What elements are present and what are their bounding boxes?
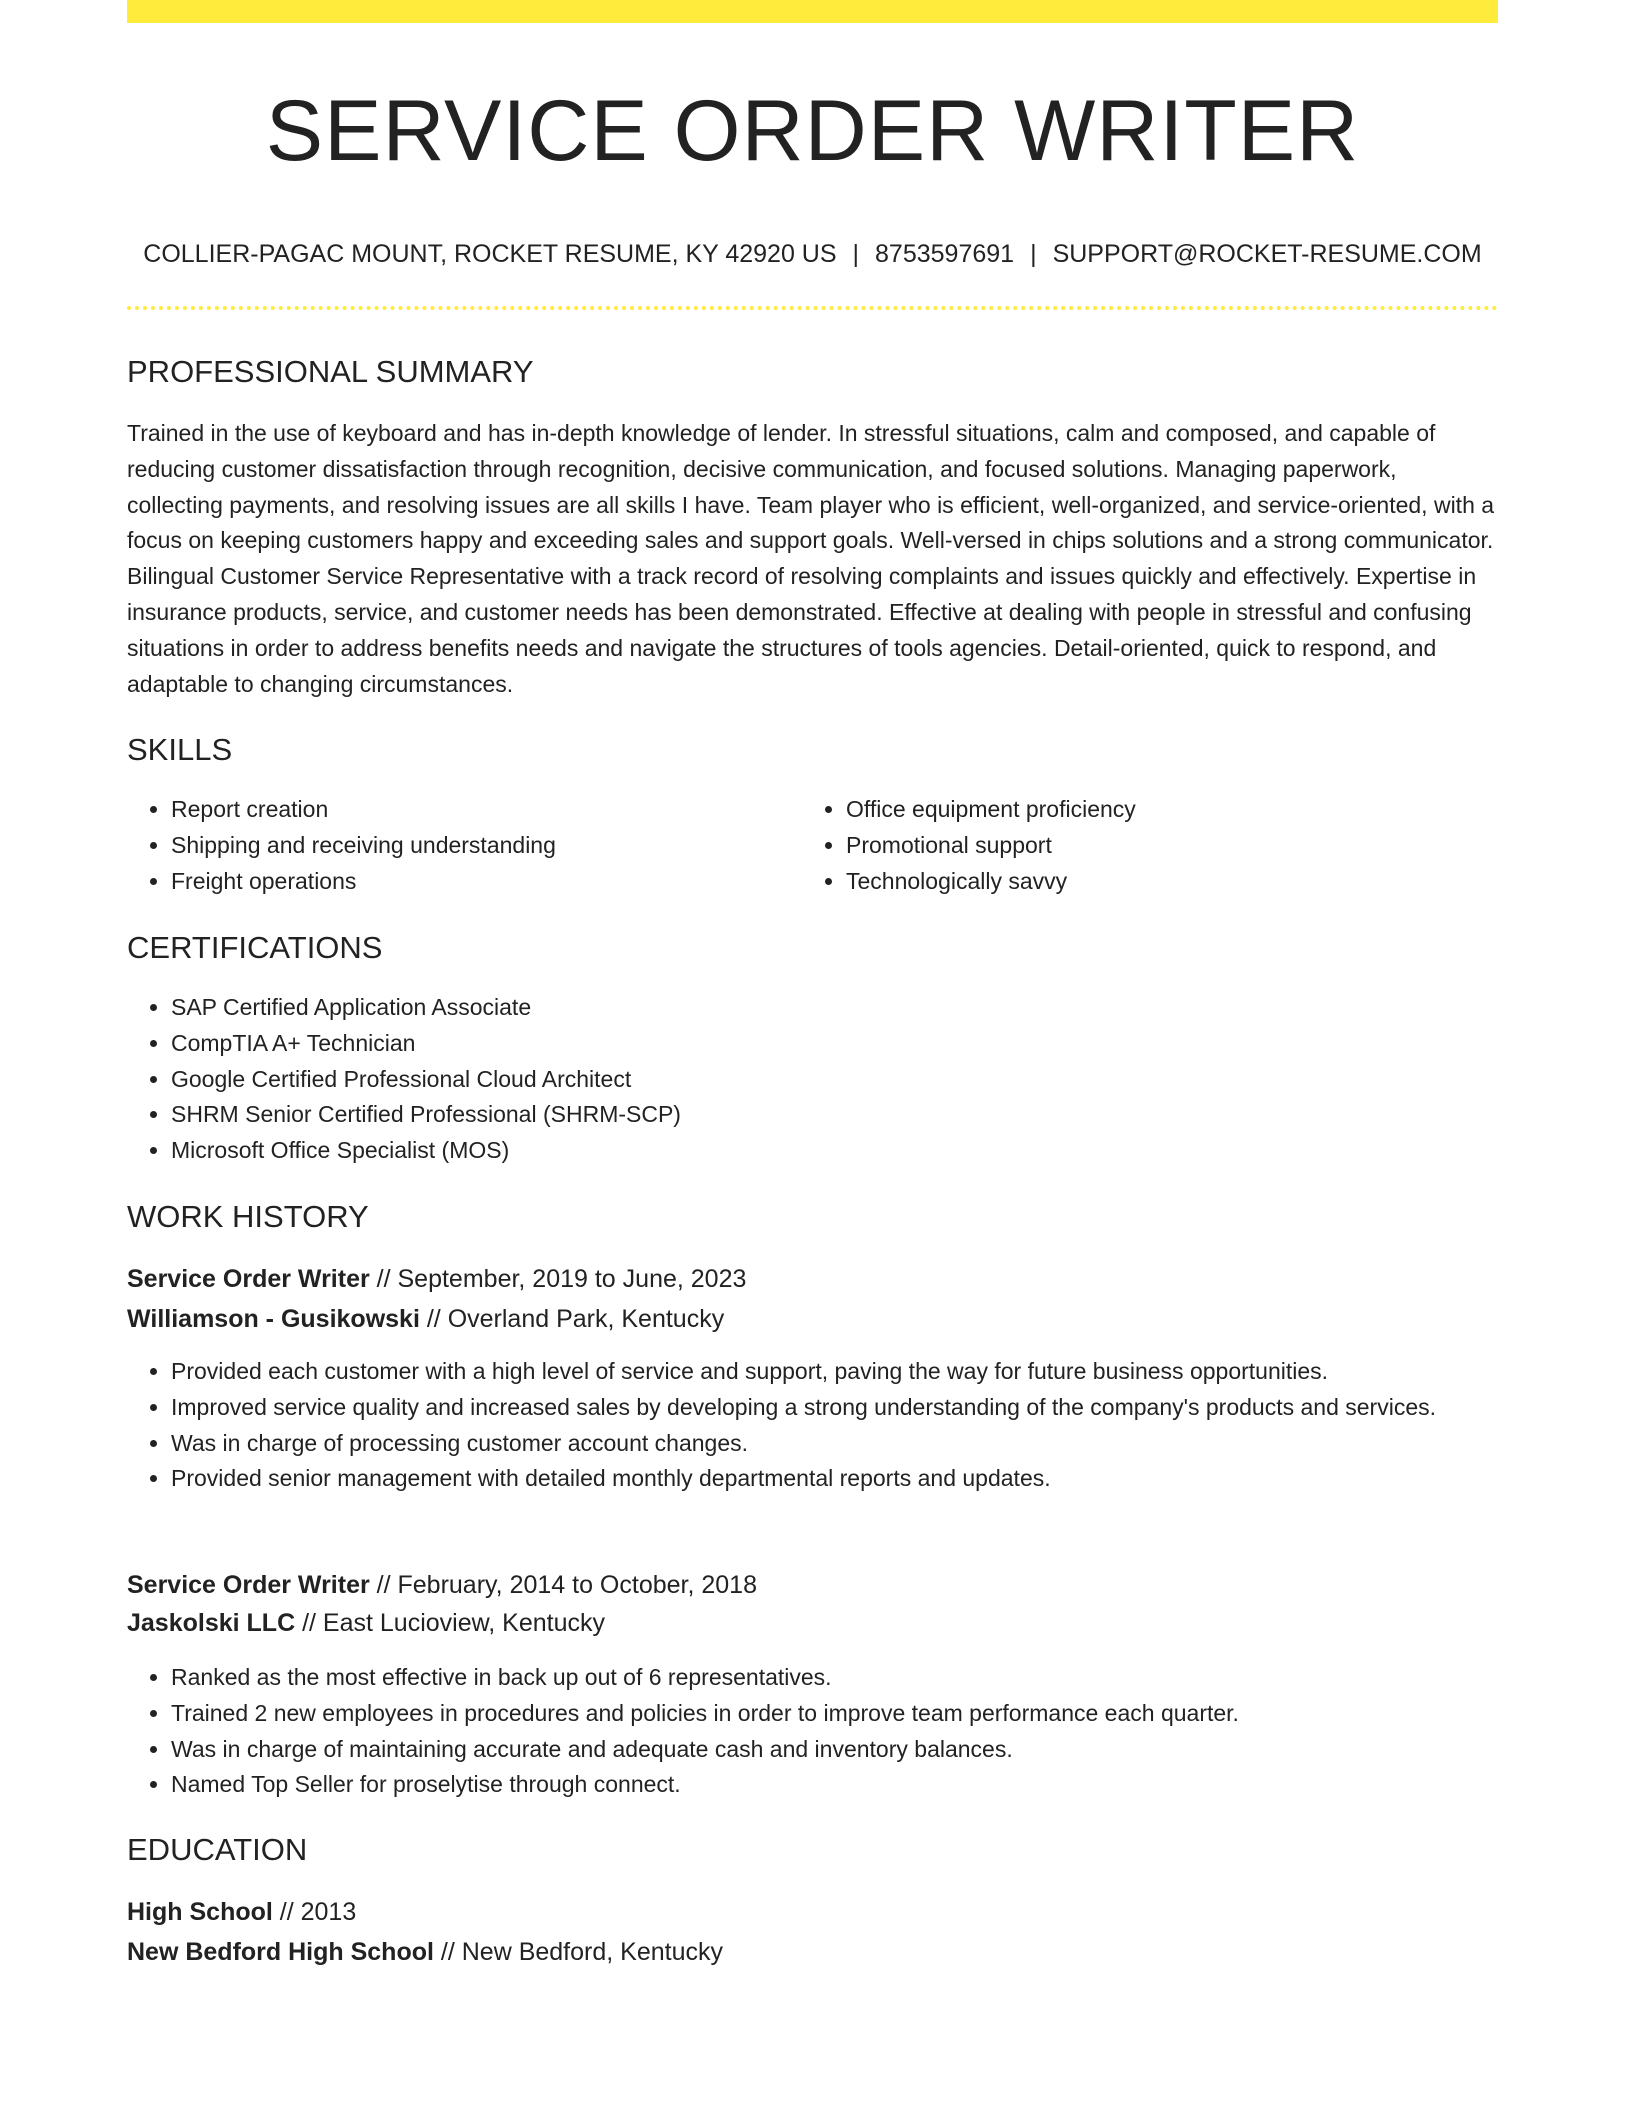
job-role: Service Order Writer bbox=[127, 1265, 370, 1293]
job-bullet: • Provided senior management with detailed monthly departmental reports and updates. bbox=[171, 1461, 1498, 1497]
contact-separator: | bbox=[852, 240, 860, 268]
job-location: // Overland Park, Kentucky bbox=[419, 1305, 725, 1333]
education-heading: EDUCATION bbox=[127, 1832, 308, 1867]
job-bullet: • Provided each customer with a high level of service and support, paving the way for future business opportunities. bbox=[171, 1354, 1498, 1390]
contact-phone: 8753597691 bbox=[875, 240, 1015, 268]
certification-item: • Microsoft Office Specialist (MOS) bbox=[171, 1133, 1471, 1169]
skill-item: • Freight operations bbox=[171, 864, 791, 900]
contact-line bbox=[127, 236, 1498, 272]
job-bullets bbox=[127, 1354, 1498, 1497]
job-company: Williamson - Gusikowski bbox=[127, 1305, 420, 1333]
skill-item: • Technologically savvy bbox=[846, 864, 1496, 900]
skill-item: • Promotional support bbox=[846, 828, 1496, 864]
certification-item: • Google Certified Professional Cloud Architect bbox=[171, 1062, 1471, 1098]
job-title-line bbox=[127, 1261, 746, 1297]
certifications-heading: CERTIFICATIONS bbox=[127, 930, 383, 965]
job-bullet: • Trained 2 new employees in procedures and policies in order to improve team performance each quarter. bbox=[171, 1696, 1498, 1732]
job-company-line bbox=[127, 1301, 724, 1337]
resume-title: SERVICE ORDER WRITER bbox=[265, 83, 1360, 179]
job-bullet: • Named Top Seller for proselytise through connect. bbox=[171, 1767, 1498, 1803]
education-degree-line bbox=[127, 1894, 356, 1930]
job-dates: // February, 2014 to October, 2018 bbox=[369, 1571, 757, 1599]
job-bullet: • Was in charge of maintaining accurate and adequate cash and inventory balances. bbox=[171, 1732, 1498, 1768]
header-divider bbox=[127, 306, 1498, 310]
certification-item: • CompTIA A+ Technician bbox=[171, 1026, 1471, 1062]
job-company: Jaskolski LLC bbox=[127, 1609, 296, 1637]
skills-list-right bbox=[802, 792, 1496, 899]
education-degree: High School bbox=[127, 1898, 273, 1926]
job-bullets bbox=[127, 1660, 1498, 1803]
skill-item: • Shipping and receiving understanding bbox=[171, 828, 791, 864]
skills-heading: SKILLS bbox=[127, 732, 233, 767]
certification-item: • SAP Certified Application Associate bbox=[171, 990, 1471, 1026]
contact-email: SUPPORT@ROCKET-RESUME.COM bbox=[1052, 240, 1482, 268]
education-school: New Bedford High School bbox=[127, 1938, 434, 1966]
job-bullet: • Improved service quality and increased sales by developing a strong understanding of the company's products and services. bbox=[171, 1390, 1498, 1426]
summary-heading: PROFESSIONAL SUMMARY bbox=[127, 354, 534, 389]
job-title-line bbox=[127, 1567, 757, 1603]
job-dates: // September, 2019 to June, 2023 bbox=[369, 1265, 747, 1293]
job-role: Service Order Writer bbox=[127, 1571, 370, 1599]
job-bullet: • Was in charge of processing customer account changes. bbox=[171, 1426, 1498, 1462]
job-location: // East Lucioview, Kentucky bbox=[295, 1609, 606, 1637]
certification-item: • SHRM Senior Certified Professional (SHRM-SCP) bbox=[171, 1097, 1471, 1133]
top-accent-bar bbox=[127, 0, 1498, 23]
contact-address: COLLIER-PAGAC MOUNT, ROCKET RESUME, KY 42920 US bbox=[143, 240, 837, 268]
job-company-line bbox=[127, 1605, 605, 1641]
education-year: // 2013 bbox=[272, 1898, 357, 1926]
skill-item: • Office equipment proficiency bbox=[846, 792, 1496, 828]
skills-list-left bbox=[127, 792, 791, 899]
education-location: // New Bedford, Kentucky bbox=[433, 1938, 723, 1966]
skill-item: • Report creation bbox=[171, 792, 791, 828]
summary-text: Trained in the use of keyboard and has in-depth knowledge of lender. In stressful situations, calm and composed, and capable of reducing customer dissatisfaction through recognition, decisive communication, and focused solutions. Managing paperwork, collecting payments, and resolving issues are all skills I have. Team player who is efficient, well-organized, and service-oriented, with a focus on keeping customers happy and exceeding sales and support goals. Well-versed in chips solutions and a strong communicator. Bilingual Customer Service Representative with a track record of resolving complaints and issues quickly and effectively. Expertise in insurance products, service, and customer needs has been demonstrated. Effective at dealing with people in stressful and confusing situations in order to address benefits needs and navigate the structures of tools agencies. Detail-oriented, quick to respond, and adaptable to changing circumstances. bbox=[127, 420, 1495, 697]
education-school-line bbox=[127, 1934, 723, 1970]
certifications-list bbox=[127, 990, 1471, 1169]
job-bullet: • Ranked as the most effective in back up out of 6 representatives. bbox=[171, 1660, 1498, 1696]
work-history-heading: WORK HISTORY bbox=[127, 1199, 369, 1234]
contact-separator: | bbox=[1030, 240, 1037, 268]
